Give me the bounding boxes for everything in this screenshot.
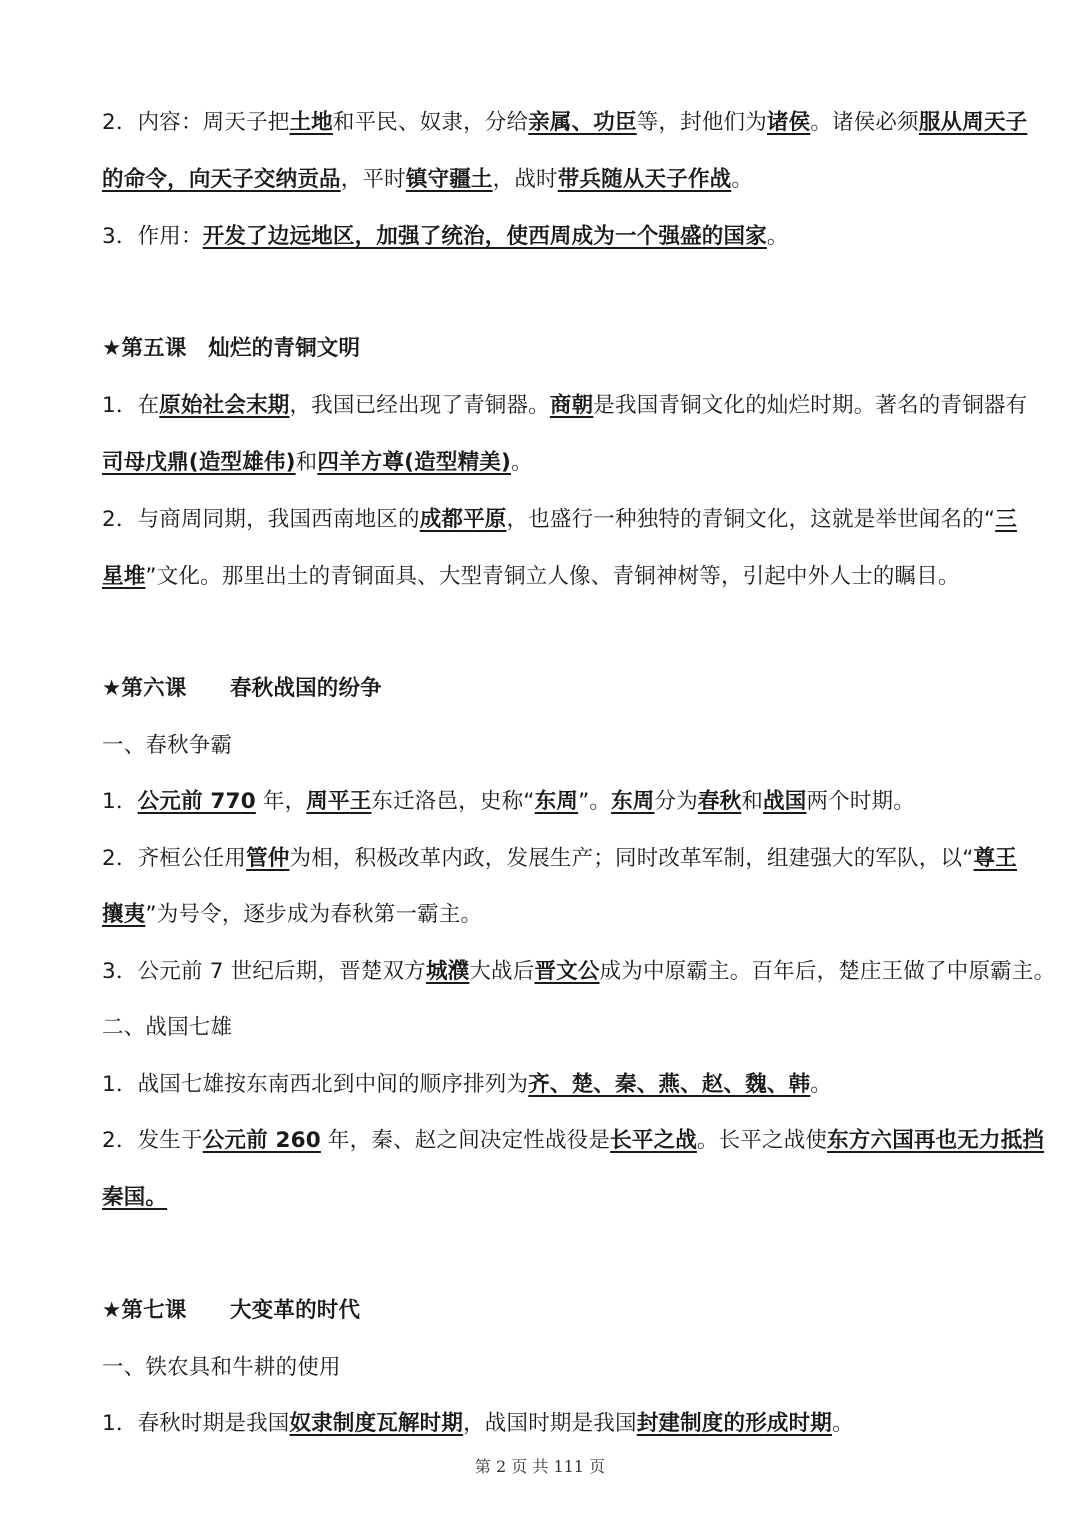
lesson6-s2-p1 [102,1070,1032,1100]
keyword: 晋文公 [534,959,600,984]
text: 成为中原霸主。百年后，楚庄王做了中原霸主。 [599,959,1056,984]
keyword: 东方六国再也无力抵挡 [827,1128,1045,1153]
keyword: 服从周天子 [918,110,1028,135]
keyword: 长平之战 [610,1128,697,1153]
text: 2．齐桓公任用 [102,846,247,871]
text: 。长平之战使 [696,1128,828,1153]
text: 分为 [654,789,698,814]
keyword: 诸侯 [766,110,811,135]
text: 。 [731,167,754,192]
fenfeng-effect-line [102,222,1032,252]
text: 和 [295,450,318,475]
text: 年， [255,789,307,814]
text: 。 [832,1411,854,1436]
lesson5-p1-line-1 [102,391,1032,421]
keyword: 亲属、功臣 [528,110,637,135]
text: 1．在 [102,393,160,418]
keyword: ， [167,167,189,192]
keyword: 攘夷 [102,902,146,927]
keyword: 齐、楚、秦、燕、赵、魏、韩 [528,1072,811,1097]
text: 是我国青铜文化的灿烂时期。著名的青铜器有 [593,393,1028,418]
keyword: 管仲 [246,846,290,871]
text: ”为号令，逐步成为春秋第一霸主。 [145,902,483,927]
text: ，也盛行一种独特的青铜文化，这就是举世闻名的“ [506,507,996,532]
text: 两个时期。 [806,789,915,814]
lesson5-p1-line-2 [102,448,1032,478]
keyword: 秦国。 [102,1185,168,1210]
lesson6-section-2: 二、战国七雄 [102,1015,233,1040]
text: 1． [102,789,138,814]
text: ，战国时期是我国 [463,1411,637,1436]
keyword: 奴隶制度瓦解时期 [289,1411,464,1436]
lesson7-s1-p1 [102,1409,1032,1439]
keyword: 三 [995,507,1017,532]
keyword: 向天子交纳贡品 [188,167,341,192]
lesson6-title: ★第六课 春秋战国的纷争 [102,676,382,701]
keyword: 周平王 [306,789,372,814]
text: ，战时 [492,167,558,192]
keyword: 公元前 770 [137,789,256,814]
lesson5-p2-line-1 [102,505,1032,535]
lesson6-s1-p3 [102,957,1056,987]
lesson6-s2-p2-line-1 [102,1126,1045,1156]
keyword: 土地 [289,110,333,135]
keyword: 商朝 [549,393,594,418]
text: 2．发生于 [102,1128,203,1153]
keyword: 成都平原 [419,507,507,532]
keyword: 原始社会末期 [159,393,290,418]
text: 2．内容：周天子把 [102,110,290,135]
fenfeng-content-line-2 [102,165,1032,195]
text: 东迁洛邑，史称“ [371,789,535,814]
text: 大战后 [469,959,535,984]
text: ，我国已经出现了青铜器。 [289,393,550,418]
keyword: 城濮 [425,959,470,984]
keyword: 战国 [763,789,807,814]
text: 等，封他们为 [636,110,767,135]
text: 3．作用： [102,224,203,249]
text: 3．公元前 7 世纪后期，晋楚双方 [102,959,426,984]
keyword: 封建制度的形成时期 [636,1411,833,1436]
lesson7-title: ★第七课 大变革的时代 [102,1298,361,1323]
text: 为相，积极改革内政，发展生产；同时改革军制，组建强大的军队，以“ [289,846,974,871]
keyword: 尊王 [973,846,1017,871]
text: 和平民、奴隶，分给 [332,110,529,135]
lesson7-section-1: 一、铁农具和牛耕的使用 [102,1355,341,1380]
lesson6-s1-p1 [102,787,1032,817]
text: ”。 [578,789,612,814]
lesson6-s1-p2-line-1 [102,844,1032,874]
text: 和 [741,789,764,814]
keyword: 带兵随从天子作战 [557,167,732,192]
lesson5-p2-line-2 [102,562,1032,592]
text: 。 [511,450,533,475]
keyword: 四羊方尊(造型精美) [317,450,512,475]
keyword: 的命令 [102,167,168,192]
text: 。诸侯必须 [810,110,919,135]
keyword: 东周 [611,789,655,814]
text: ，平时 [340,167,406,192]
lesson6-s1-p2-line-2 [102,900,1032,930]
keyword: 公元前 260 [202,1128,321,1153]
text: 1．春秋时期是我国 [102,1411,290,1436]
page-number-footer: 第 2 页 共 111 页 [474,1457,606,1476]
keyword: 镇守疆土 [405,167,493,192]
lesson5-title: ★第五课 灿烂的青铜文明 [102,336,361,361]
keyword: 春秋 [697,789,742,814]
lesson6-section-1: 一、春秋争霸 [102,733,233,758]
text: 2．与商周同期，我国西南地区的 [102,507,420,532]
text: 。 [766,224,789,249]
text: ”文化。那里出土的青铜面具、大型青铜立人像、青铜神树等，引起中外人士的瞩目。 [145,564,960,589]
keyword: 东周 [534,789,579,814]
keyword: 开发了边远地区，加强了统治，使西周成为一个强盛的国家 [202,224,767,249]
text: 1．战国七雄按东南西北到中间的顺序排列为 [102,1072,529,1097]
keyword: 星堆 [102,564,146,589]
text: 。 [810,1072,832,1097]
fenfeng-content-line-1 [102,108,1032,138]
lesson6-s2-p2-line-2 [102,1183,1032,1213]
text: 年，秦、赵之间决定性战役是 [320,1128,611,1153]
keyword: 司母戊鼎(造型雄伟) [102,450,296,475]
